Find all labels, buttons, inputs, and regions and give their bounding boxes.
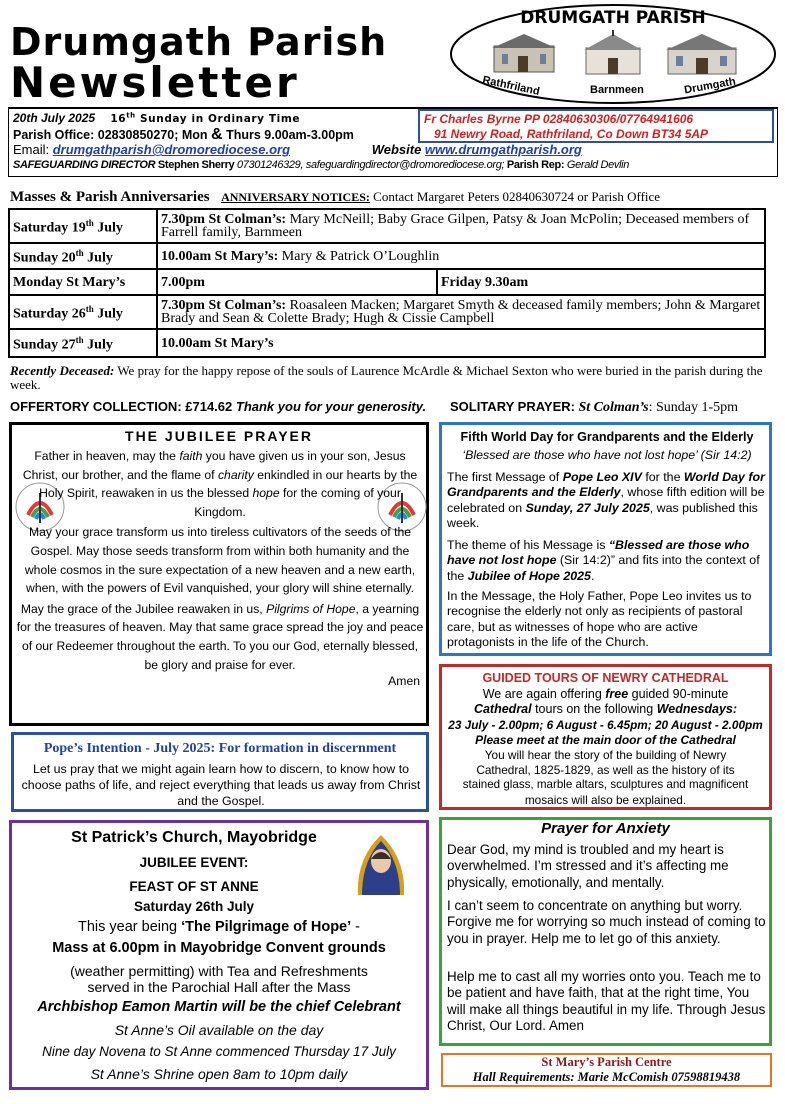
newsletter-title-line2: Newsletter — [10, 58, 300, 107]
tours-line: You will hear the story of the building of Newry — [484, 748, 727, 762]
mass-day: Saturday 26th July — [9, 295, 157, 329]
mass-day: Sunday 20th July — [9, 243, 157, 269]
parish-logo — [448, 2, 778, 106]
mass-day: Monday St Mary’s — [9, 269, 157, 295]
mass-day: Saturday 19th July — [9, 209, 157, 243]
mayo-church-title: St Patrick’s Church, Mayobridge — [71, 829, 317, 846]
church-drumgath-icon — [660, 32, 744, 76]
church-barnmeen-icon — [578, 30, 648, 76]
grandparents-title: Fifth World Day for Grandparents and the Elderly — [460, 430, 754, 444]
priest-address: 91 Newry Road, Rathfriland, Co Down BT34 5AP — [434, 127, 709, 141]
email-link[interactable]: drumgathparish@dromorediocese.org — [52, 142, 291, 157]
jubilee-amen: Amen — [388, 674, 420, 689]
anxiety-paragraph: I can’t seem to concentrate on anything but worry. Forgive me for worrying so much instead of coming to you in prayer. Help me to let go of this anxiety. — [447, 898, 766, 946]
logo-place-barnmeen: Barnmeen — [590, 84, 644, 96]
newsletter-title-line1: Drumgath Parish — [10, 20, 388, 64]
table-row — [9, 295, 765, 329]
anxiety-paragraph: Dear God, my mind is troubled and my heart is overwhelmed. I’m stressed and it’s affecting me physically, emotionally, and mentally. — [447, 842, 729, 890]
mayobridge-event-box — [9, 820, 429, 1090]
parish-office-line: Parish Office: 02830850270; Mon & Thurs 9.00am-3.00pm — [13, 126, 354, 143]
anxiety-title: Prayer for Anxiety — [541, 820, 670, 837]
safeguarding-line: SAFEGUARDING DIRECTOR Stephen Sherry 07301246329, safeguardingdirector@dromorediocese.org; Parish Rep: Gerald Devlin — [13, 159, 629, 171]
table-row — [9, 329, 765, 357]
tours-title: GUIDED TOURS OF NEWRY CATHEDRAL — [482, 671, 729, 685]
jubilee-prayer-text — [16, 447, 424, 691]
liturgical-sunday: 16th Sunday in Ordinary Time — [110, 111, 301, 125]
popes-intention-box — [11, 732, 429, 812]
grandparents-paragraph: The first Message of Pope Leo XIV for the World Day for Grandparents and the Elderly, whose fifth edition will be celebrated on Sunday, 27 July 2025, was published this week. — [447, 470, 765, 531]
jubilee-paragraph: Father in heaven, may the faith you have given us in your son, Jesus Christ, our brother, and the flame of charity enkindled in our hearts by the Holy Spirit, reawaken in us the blessed hope for the coming of your Kingdom. — [22, 449, 418, 519]
parish-centre-contact: Hall Requirements: Marie McComish 07598819438 — [472, 1070, 741, 1084]
priest-phone: Fr Charles Byrne PP 02840630306/07764941606 — [424, 112, 694, 126]
jubilee-paragraph: May your grace transform us into tireless cultivators of the seeds of the Gospel. May those seeds transform from within both humanity and the whole cosmos in the sure expectation of a new heaven and a new earth, when, with the powers of Evil vanquished, your glory will shine eternally. — [24, 525, 416, 596]
tours-line: Cathedral, 1825-1829, as well as the history of its — [476, 763, 735, 777]
logo-parish-name: DRUMGATH PARISH — [520, 8, 706, 28]
table-row — [9, 269, 765, 295]
logo-place-rathfriland: Rathfriland — [481, 74, 541, 98]
jubilee-prayer-box — [9, 422, 429, 726]
grandparents-subtitle: ‘Blessed are those who have not lost hope’ (Sir 14:2) — [462, 448, 752, 462]
friday-mass: Friday 9.30am — [437, 269, 765, 295]
jubilee-paragraph: May the grace of the Jubilee reawaken in us, Pilgrims of Hope, a yearning for the treasures of heaven. May that same grace spread the joy and peace of our Redeemer throughout the earth. To you our God, eternally blessed, be glory and praise for ever. — [16, 601, 424, 672]
masses-heading: Masses & Parish Anniversaries ANNIVERSARY NOTICES: Contact Margaret Peters 02840630724 or Parish Office — [10, 189, 661, 205]
website-link[interactable]: www.drumgathparish.org — [424, 142, 582, 157]
tours-dates: 23 July - 2.00pm; 6 August - 6.45pm; 20 August - 2.00pm — [448, 718, 763, 732]
anxiety-prayer-box — [439, 817, 772, 1046]
parish-centre-box — [441, 1053, 772, 1087]
contact-line: Email: drumgathparish@dromorediocese.org Website www.drumgathparish.org — [13, 142, 582, 157]
mayo-mass-time: Mass at 6.00pm in Mayobridge Convent grounds — [52, 940, 386, 956]
mass-schedule-table — [8, 208, 766, 358]
newsletter-date: 20th July 2025 — [13, 111, 96, 125]
logo-place-drumgath: Drumgath — [683, 75, 737, 97]
offertory-collection: OFFERTORY COLLECTION: £714.62 Thank you for your generosity. — [10, 399, 427, 414]
mayo-oil: St Anne’s Oil available on the day — [114, 1022, 324, 1038]
mayo-pilgrimage-line: This year being ‘The Pilgrimage of Hope’ - — [77, 919, 361, 935]
tours-line: Cathedral tours on the following Wednesdays: — [473, 702, 738, 716]
jubilee-title: THE JUBILEE PRAYER — [125, 428, 313, 444]
grandparents-paragraph: The theme of his Message is “Blessed are those who have not lost hope (Sir 14:2)” and fits into the context of the Jubilee of Hope 2025. — [447, 538, 760, 583]
intention-title: Pope’s Intention - July 2025: For formation in discernment — [43, 741, 397, 756]
mayo-date: Saturday 26th July — [133, 899, 255, 914]
church-rathfriland-icon — [484, 32, 564, 74]
mass-details: 7.30pm St Colman’s: Roasaleen Macken; Margaret Smyth & deceased family members; John & Margaret Brady and Sean & Colette Brady; Hugh & Cissie Campbell — [157, 295, 765, 329]
mayo-hall: served in the Parochial Hall after the Mass — [87, 979, 351, 995]
mayo-weather: (weather permitting) with Tea and Refreshments — [70, 963, 368, 979]
recently-deceased: Recently Deceased: We pray for the happy repose of the souls of Laurence McArdle & Michael Sexton who were buried in the parish during the week. — [10, 363, 763, 392]
parish-centre-title: St Mary’s Parish Centre — [541, 1055, 672, 1069]
grandparents-paragraph: In the Message, the Holy Father, Pope Leo invites us to recognise the elderly not only as recipients of pastoral care, but as witnesses of hope who are active protagonists in the life of the Church. — [447, 589, 752, 650]
intention-text: Let us pray that we might again learn how to discern, to know how to choose paths of life, and reject everything that leads us away from Christ and the Gospel. — [21, 762, 421, 808]
mayo-feast: FEAST OF ST ANNE — [129, 879, 259, 894]
mass-details: 10.00am St Mary’s — [157, 329, 765, 357]
cathedral-tours-box — [439, 664, 772, 810]
mass-day: Sunday 27th July — [9, 329, 157, 357]
priest-contact-box — [418, 109, 774, 143]
solitary-prayer: SOLITARY PRAYER: St Colman’s: Sunday 1-5pm — [450, 399, 739, 415]
mayo-novena: Nine day Novena to St Anne commenced Thursday 17 July — [42, 1044, 396, 1059]
mayo-archbishop: Archbishop Eamon Martin will be the chief Celebrant — [37, 999, 401, 1015]
grandparents-day-box — [439, 422, 772, 656]
tours-line: mosaics will also be explained. — [524, 793, 687, 807]
mass-details: 10.00am St Mary’s: Mary & Patrick O’Loughlin — [157, 243, 765, 269]
tours-meeting-point: Please meet at the main door of the Cathedral — [475, 733, 736, 747]
mayo-event-label: JUBILEE EVENT: — [139, 855, 249, 870]
date-line — [13, 111, 300, 125]
tours-line: We are again offering free guided 90-minute — [482, 687, 729, 701]
st-anne-icon — [352, 829, 410, 895]
anxiety-paragraph: Help me to cast all my worries onto you. Teach me to be patient and have faith, that at the right time, You will make all things beautiful in my life. Through Jesus Christ, Our Lord. Amen — [447, 969, 766, 1034]
table-row — [9, 243, 765, 269]
mass-details: 7.30pm St Colman’s: Mary McNeill; Baby Grace Gilpen, Patsy & Joan McPolin; Deceased members of Farrell family, Barnmeen — [157, 209, 765, 243]
mass-time: 7.00pm — [157, 269, 437, 295]
mayo-shrine: St Anne’s Shrine open 8am to 10pm daily — [90, 1066, 348, 1082]
table-row — [9, 209, 765, 243]
tours-line: stained glass, marble altars, sculptures and magnificent — [462, 778, 749, 791]
